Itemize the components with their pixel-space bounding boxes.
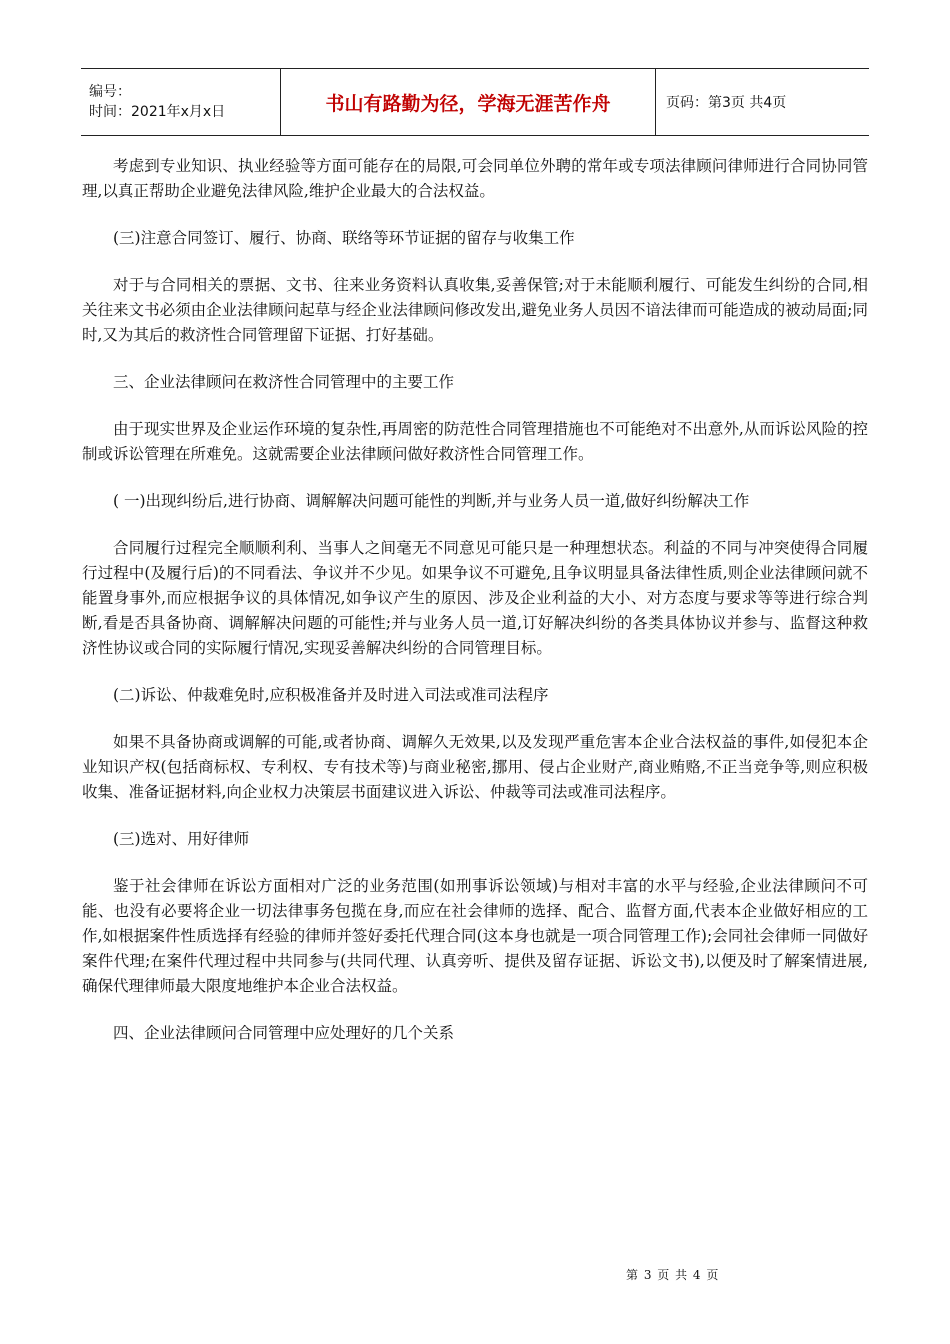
paragraph: 鉴于社会律师在诉讼方面相对广泛的业务范围(如刑事诉讼领域)与相对丰富的水平与经验,企业法律顾问不可能、也没有必要将企业一切法律事务包揽在身,而应在社会律师的选择、配合、监督方面,代表本企业做好相应的工作,如根据案件性质选择有经验的律师并签好委托代理合同(这本身也就是一项合同管理工作);会同社会律师一同做好案件代理;在案件代理过程中共同参与(共同代理、认真旁听、提供及留存证据、诉讼文书),以便及时了解案情进展,确保代理律师最大限度地维护本企业合法权益。	[82, 877, 868, 995]
header-meta	[81, 69, 281, 135]
header-motto-cell	[281, 69, 656, 135]
page-footer: 第 3 页 共 4 页	[626, 1268, 719, 1282]
section-heading: (三)选对、用好律师	[113, 830, 250, 848]
page-header	[81, 68, 869, 136]
time-label: 时间：2021年x月x日	[89, 104, 226, 120]
section-heading: (二)诉讼、仲裁难免时,应积极准备并及时进入司法或准司法程序	[113, 686, 549, 704]
number-label: 编号：	[89, 84, 131, 100]
paragraph: 由于现实世界及企业运作环境的复杂性,再周密的防范性合同管理措施也不可能绝对不出意外,从而诉讼风险的控制或诉讼管理在所难免。这就需要企业法律顾问做好救济性合同管理工作。	[82, 420, 868, 463]
header-page-cell	[656, 69, 869, 135]
motto-text: 书山有路勤为径，学海无涯苦作舟	[325, 92, 611, 115]
section-heading: 三、企业法律顾问在救济性合同管理中的主要工作	[113, 373, 455, 391]
section-heading: 四、企业法律顾问合同管理中应处理好的几个关系	[113, 1024, 455, 1042]
paragraph: 如果不具备协商或调解的可能,或者协商、调解久无效果,以及发现严重危害本企业合法权益的事件,如侵犯本企业知识产权(包括商标权、专利权、专有技术等)与商业秘密,挪用、侵占企业财产,商业贿赂,不正当竞争等,则应积极收集、准备证据材料,向企业权力决策层书面建议进入诉讼、仲裁等司法或准司法程序。	[82, 733, 868, 801]
page-info: 页码：第3页 共4页	[666, 95, 787, 111]
section-heading: (三)注意合同签订、履行、协商、联络等环节证据的留存与收集工作	[113, 229, 575, 247]
paragraph: 合同履行过程完全顺顺利利、当事人之间毫无不同意见可能只是一种理想状态。利益的不同与冲突使得合同履行过程中(及履行后)的不同看法、争议并不少见。如果争议不可避免,且争议明显具备法律性质,则企业法律顾问就不能置身事外,而应根据争议的具体情况,如争议产生的原因、涉及企业利益的大小、对方态度与要求等等进行综合判断,看是否具备协商、调解解决问题的可能性;并与业务人员一道,订好解决纠纷的各类具体协议并参与、监督这种救济性协议或合同的实际履行情况,实现妥善解决纠纷的合同管理目标。	[82, 539, 868, 657]
paragraph: 对于与合同相关的票据、文书、往来业务资料认真收集,妥善保管;对于未能顺利履行、可能发生纠纷的合同,相关往来文书必须由企业法律顾问起草与经企业法律顾问修改发出,避免业务人员因不谙法律而可能造成的被动局面;同时,又为其后的救济性合同管理留下证据、打好基础。	[82, 276, 868, 344]
document-body	[82, 154, 868, 1068]
section-heading: ( 一)出现纠纷后,进行协商、调解解决问题可能性的判断,并与业务人员一道,做好纠纷解决工作	[113, 492, 750, 510]
paragraph: 考虑到专业知识、执业经验等方面可能存在的局限,可会同单位外聘的常年或专项法律顾问律师进行合同协同管理,以真正帮助企业避免法律风险,维护企业最大的合法权益。	[82, 157, 868, 200]
